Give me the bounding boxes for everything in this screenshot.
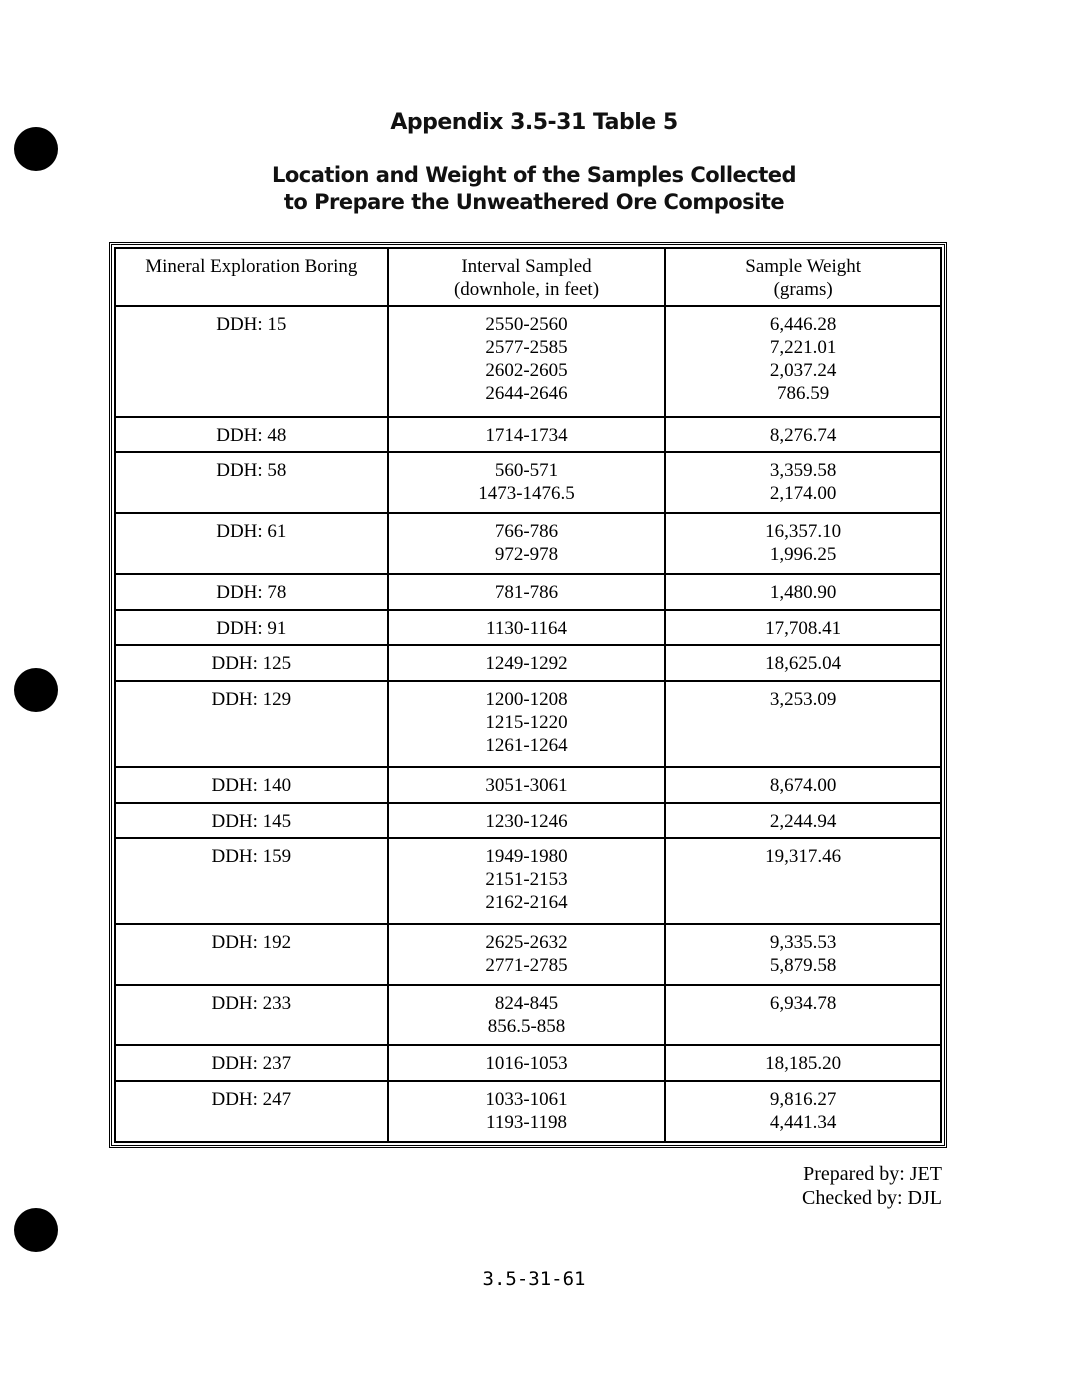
cell-interval [388, 1045, 666, 1081]
cell-weight [665, 306, 941, 417]
table-row [115, 513, 941, 574]
weight-value: 9,816.27 [769, 1089, 837, 1111]
cell-boring: DDH: 91 [115, 610, 388, 646]
cell-interval [388, 610, 666, 646]
weight-value: 6,446.28 [769, 314, 837, 335]
signoff-block [802, 1162, 942, 1210]
interval-value: 1016-1053 [485, 1053, 568, 1075]
table-row [115, 574, 941, 610]
interval-value: 2602-2605 [485, 360, 568, 381]
interval-value: 824-845 [494, 992, 559, 1014]
header-weight-line-2: (grams) [773, 279, 833, 300]
table-title [0, 162, 1068, 216]
samples-table-frame [109, 242, 947, 1148]
checked-by: Checked by: DJL [802, 1187, 942, 1209]
cell-weight [665, 803, 941, 839]
cell-interval [388, 574, 666, 610]
binder-hole-bottom [14, 1208, 58, 1252]
weight-value: 3,253.09 [769, 689, 837, 711]
appendix-heading: Appendix 3.5-31 Table 5 [390, 110, 678, 135]
cell-interval [388, 803, 666, 839]
weight-value: 2,037.24 [769, 360, 837, 381]
header-weight-line-1: Sample Weight [745, 256, 862, 277]
interval-value: 2577-2585 [485, 337, 568, 358]
weight-value: 7,221.01 [769, 337, 837, 358]
cell-weight [665, 1081, 941, 1142]
cell-interval [388, 838, 666, 924]
weight-value: 9,335.53 [769, 932, 837, 954]
interval-value: 2771-2785 [485, 955, 568, 977]
cell-weight [665, 417, 941, 453]
interval-value: 1200-1208 [485, 689, 568, 711]
header-interval-line-2: (downhole, in feet) [453, 279, 600, 300]
table-row [115, 924, 941, 985]
interval-value: 2151-2153 [485, 869, 568, 891]
header-interval [388, 248, 666, 306]
header-weight [665, 248, 941, 306]
interval-value: 1215-1220 [485, 712, 568, 734]
cell-interval [388, 645, 666, 681]
interval-value: 781-786 [494, 581, 559, 603]
cell-weight [665, 924, 941, 985]
cell-boring: DDH: 15 [115, 306, 388, 417]
interval-value: 972-978 [494, 544, 559, 566]
binder-hole-middle [14, 668, 58, 712]
interval-value: 1261-1264 [485, 735, 568, 757]
cell-weight [665, 574, 941, 610]
cell-weight [665, 838, 941, 924]
interval-value: 560-571 [494, 460, 559, 482]
table-body [115, 306, 941, 1142]
weight-value: 18,185.20 [765, 1053, 842, 1075]
header-boring: Mineral Exploration Boring [115, 248, 388, 306]
samples-table [114, 247, 942, 1143]
weight-value: 5,879.58 [769, 955, 837, 977]
interval-value: 1714-1734 [485, 424, 568, 446]
interval-value: 1193-1198 [486, 1112, 567, 1134]
interval-value: 2162-2164 [485, 892, 568, 914]
cell-weight [665, 452, 941, 513]
cell-boring: DDH: 61 [115, 513, 388, 574]
weight-value: 8,674.00 [769, 774, 837, 796]
interval-value: 766-786 [494, 521, 559, 543]
table-row [115, 985, 941, 1046]
weight-value: 18,625.04 [765, 653, 842, 675]
table-header-row [115, 248, 941, 306]
cell-weight [665, 1045, 941, 1081]
cell-boring: DDH: 140 [115, 767, 388, 803]
cell-interval [388, 924, 666, 985]
interval-value: 1949-1980 [485, 846, 568, 868]
cell-interval [388, 452, 666, 513]
table-row [115, 645, 941, 681]
table-row [115, 306, 941, 417]
interval-value: 2550-2560 [485, 314, 568, 335]
weight-value: 4,441.34 [769, 1112, 837, 1134]
weight-value: 2,174.00 [769, 483, 837, 505]
interval-value: 1033-1061 [485, 1089, 568, 1111]
table-row [115, 417, 941, 453]
cell-boring: DDH: 78 [115, 574, 388, 610]
interval-value: 1249-1292 [485, 653, 568, 675]
cell-boring: DDH: 58 [115, 452, 388, 513]
table-row [115, 767, 941, 803]
weight-value: 17,708.41 [765, 617, 842, 639]
cell-boring: DDH: 125 [115, 645, 388, 681]
table-row [115, 803, 941, 839]
table-row [115, 1081, 941, 1142]
table-row [115, 452, 941, 513]
cell-interval [388, 985, 666, 1046]
table-title-line-1: Location and Weight of the Samples Collected [271, 163, 797, 187]
cell-boring: DDH: 48 [115, 417, 388, 453]
weight-value: 1,480.90 [769, 581, 837, 603]
interval-value: 3051-3061 [485, 774, 568, 796]
cell-weight [665, 513, 941, 574]
cell-boring: DDH: 192 [115, 924, 388, 985]
cell-interval [388, 306, 666, 417]
weight-value: 2,244.94 [769, 810, 837, 832]
table-title-line-2: to Prepare the Unweathered Ore Composite [283, 190, 785, 214]
weight-value: 6,934.78 [769, 992, 837, 1014]
cell-interval [388, 1081, 666, 1142]
interval-value: 1130-1164 [486, 617, 567, 639]
weight-value: 16,357.10 [765, 521, 842, 543]
table-row [115, 610, 941, 646]
interval-value: 1230-1246 [485, 810, 568, 832]
interval-value: 2644-2646 [485, 383, 568, 404]
weight-value: 19,317.46 [765, 846, 842, 868]
cell-weight [665, 645, 941, 681]
cell-weight [665, 985, 941, 1046]
cell-weight [665, 681, 941, 767]
weight-value: 1,996.25 [769, 544, 837, 566]
interval-value: 1473-1476.5 [478, 483, 575, 505]
table-row [115, 1045, 941, 1081]
cell-weight [665, 767, 941, 803]
cell-interval [388, 513, 666, 574]
cell-boring: DDH: 247 [115, 1081, 388, 1142]
table-row [115, 681, 941, 767]
table-row [115, 838, 941, 924]
cell-boring: DDH: 159 [115, 838, 388, 924]
weight-value: 8,276.74 [769, 424, 837, 446]
cell-interval [388, 681, 666, 767]
page-number: 3.5-31-61 [482, 1268, 586, 1290]
cell-boring: DDH: 233 [115, 985, 388, 1046]
weight-value: 3,359.58 [769, 460, 837, 482]
cell-boring: DDH: 237 [115, 1045, 388, 1081]
cell-boring: DDH: 129 [115, 681, 388, 767]
interval-value: 2625-2632 [485, 932, 568, 954]
cell-weight [665, 610, 941, 646]
weight-value: 786.59 [777, 383, 830, 404]
header-interval-line-1: Interval Sampled [461, 256, 592, 277]
prepared-by: Prepared by: JET [803, 1163, 942, 1185]
cell-boring: DDH: 145 [115, 803, 388, 839]
cell-interval [388, 417, 666, 453]
interval-value: 856.5-858 [487, 1015, 566, 1037]
cell-interval [388, 767, 666, 803]
